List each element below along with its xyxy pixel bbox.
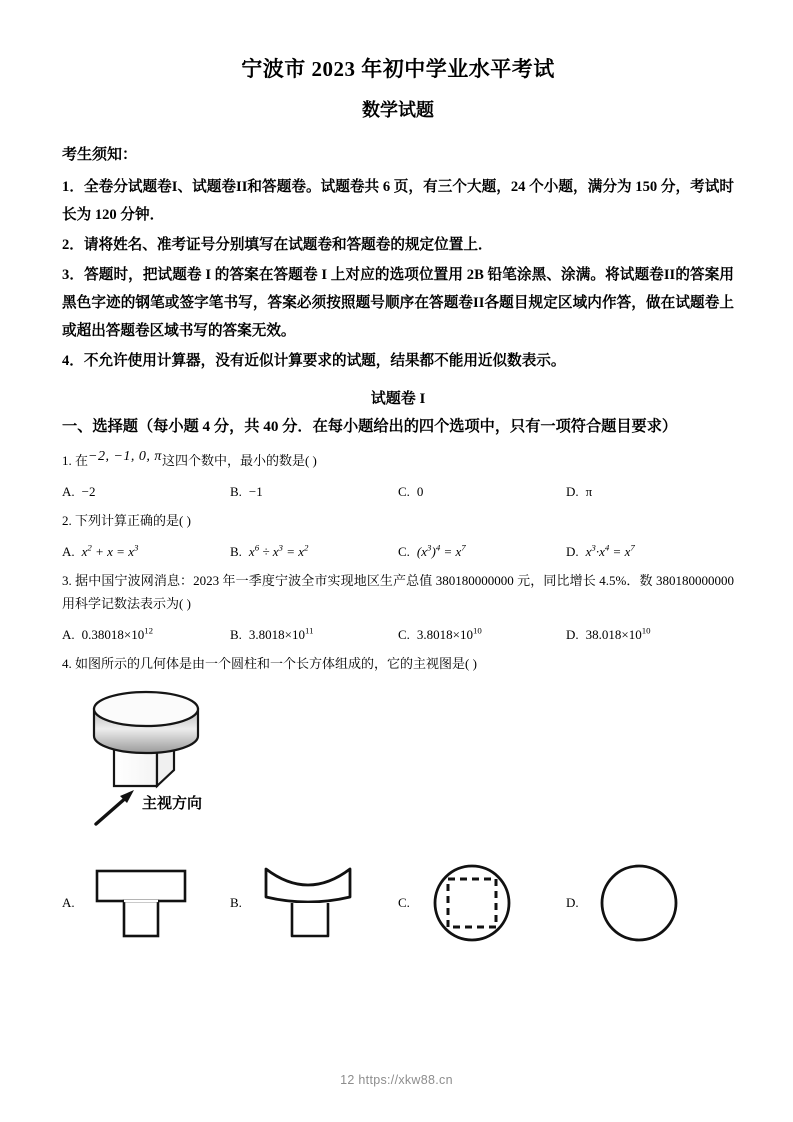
concave-top-with-stem-icon <box>250 857 368 949</box>
option-text: $x^2 + x = x^3$ <box>81 542 139 560</box>
option-letter: C. <box>398 894 410 910</box>
question-4-option-b[interactable] <box>230 855 398 951</box>
question-2-option-a[interactable] <box>62 543 230 560</box>
question-4 <box>62 653 734 676</box>
option-letter: C. <box>398 627 410 643</box>
option-text: $3.8018\times 10^{11}$ <box>248 625 314 643</box>
question-1-stem-after: 这四个数中，最小的数是( ) <box>161 452 317 468</box>
page-title: 宁波市 2023 年初中学业水平考试 <box>241 57 555 81</box>
solid-figure-svg <box>84 684 334 839</box>
question-1-options <box>62 484 734 500</box>
question-4-option-c[interactable] <box>398 855 566 951</box>
page-content <box>62 56 734 951</box>
question-2-number: 2. <box>62 513 72 529</box>
question-1-number: 1. <box>62 452 72 468</box>
question-4-number: 4. <box>62 656 72 672</box>
question-2 <box>62 510 734 533</box>
question-1 <box>62 450 734 475</box>
question-1-stem-math: −2, −1, 0, π <box>88 448 162 464</box>
question-3-stem: 据中国宁波网消息：2023 年一季度宁波全市实现地区生产总值 380180000000 元，同比增长 4.5%．数 380180000000 用科学记数法表示为( ) <box>62 573 734 611</box>
option-text: $38.018\times 10^{10}$ <box>585 625 651 643</box>
option-b-figure <box>250 857 368 949</box>
option-text: 0 <box>416 484 424 500</box>
option-text: $x^3\cdot x^4 = x^7$ <box>585 542 635 560</box>
question-4-option-a[interactable] <box>62 855 230 951</box>
question-1-option-d[interactable] <box>566 484 734 500</box>
tee-rectangles-icon <box>83 857 201 949</box>
option-text: −1 <box>248 484 263 500</box>
notice-item-4: 4．不允许使用计算器，没有近似计算要求的试题，结果都不能用近似数表示。 <box>62 352 566 369</box>
notice-item-3: 3．答题时，把试题卷 I 的答案在答题卷 I 上对应的选项位置用 2B 铅笔涂黑、涂满。将试题卷II的答案用黑色字迹的钢笔或签字笔书写，答案必须按照题号顺序在答题卷II各题目规定区域内作答，做在试题卷上或超出答题卷区域书写的答案无效。 <box>62 266 734 339</box>
question-3-options <box>62 626 734 643</box>
option-letter: B. <box>230 894 242 910</box>
option-a-figure <box>83 857 201 949</box>
option-letter: C. <box>398 484 410 500</box>
page-subtitle: 数学试题 <box>362 100 434 121</box>
cylinder-top-ellipse <box>94 692 198 726</box>
option-letter: A. <box>62 544 75 560</box>
question-3 <box>62 570 734 616</box>
option-text: π <box>585 484 593 500</box>
question-2-option-b[interactable] <box>230 543 398 560</box>
question-3-option-b[interactable] <box>230 626 398 643</box>
notice-item-2: 2．请将姓名、准考证号分别填写在试题卷和答题卷的规定位置上． <box>62 236 493 253</box>
circle-with-dashed-square-icon <box>418 857 536 949</box>
option-letter: A. <box>62 484 75 500</box>
question-2-option-c[interactable] <box>398 543 566 560</box>
option-letter: A. <box>62 894 75 910</box>
notice-item-1: 1．全卷分试题卷I、试题卷II和答题卷。试题卷共 6 页，有三个大题，24 个小题，满分为 150 分，考试时长为 120 分钟． <box>62 178 734 223</box>
option-letter: B. <box>230 484 242 500</box>
option-letter: D. <box>566 627 579 643</box>
question-4-options <box>62 855 734 951</box>
question-2-options <box>62 543 734 560</box>
option-text: $x^6 \div x^3 = x^2$ <box>248 542 309 560</box>
option-letter: D. <box>566 894 579 910</box>
question-3-option-a[interactable] <box>62 626 230 643</box>
option-letter: B. <box>230 627 242 643</box>
option-letter: D. <box>566 544 579 560</box>
option-c-figure <box>418 857 536 949</box>
option-letter: A. <box>62 627 75 643</box>
view-direction-arrow-icon <box>96 790 134 824</box>
question-4-stem: 如图所示的几何体是由一个圆柱和一个长方体组成的，它的主视图是( ) <box>75 656 477 672</box>
option-text: $(x^3)^4 = x^7$ <box>416 542 466 560</box>
option-letter: B. <box>230 544 242 560</box>
question-3-number: 3. <box>62 573 72 589</box>
question-1-option-c[interactable] <box>398 484 566 500</box>
question-1-stem-before: 在 <box>75 452 89 468</box>
option-letter: D. <box>566 484 579 500</box>
option-text: $0.38018\times 10^{12}$ <box>81 625 154 643</box>
question-4-option-d[interactable] <box>566 855 734 951</box>
paper-label: 试题卷 I <box>370 390 426 407</box>
plain-circle-icon <box>587 857 705 949</box>
question-2-option-d[interactable] <box>566 543 734 560</box>
question-3-option-d[interactable] <box>566 626 734 643</box>
option-text: $3.8018\times 10^{10}$ <box>416 625 482 643</box>
option-letter: C. <box>398 544 410 560</box>
footer-watermark: 12 https://xkw88.cn <box>340 1073 453 1087</box>
option-d-figure <box>587 857 705 949</box>
notice-heading: 考生须知： <box>62 146 138 163</box>
question-1-option-b[interactable] <box>230 484 398 500</box>
view-direction-label: 主视方向 <box>142 794 203 812</box>
question-1-option-a[interactable] <box>62 484 230 500</box>
question-3-option-c[interactable] <box>398 626 566 643</box>
option-text: −2 <box>81 484 96 500</box>
question-2-stem: 下列计算正确的是( ) <box>75 513 191 529</box>
section-heading: 一、选择题（每小题 4 分，共 40 分．在每小题给出的四个选项中，只有一项符合题目要求） <box>62 417 678 435</box>
solid-figure-cylinder-on-cuboid <box>84 684 334 839</box>
